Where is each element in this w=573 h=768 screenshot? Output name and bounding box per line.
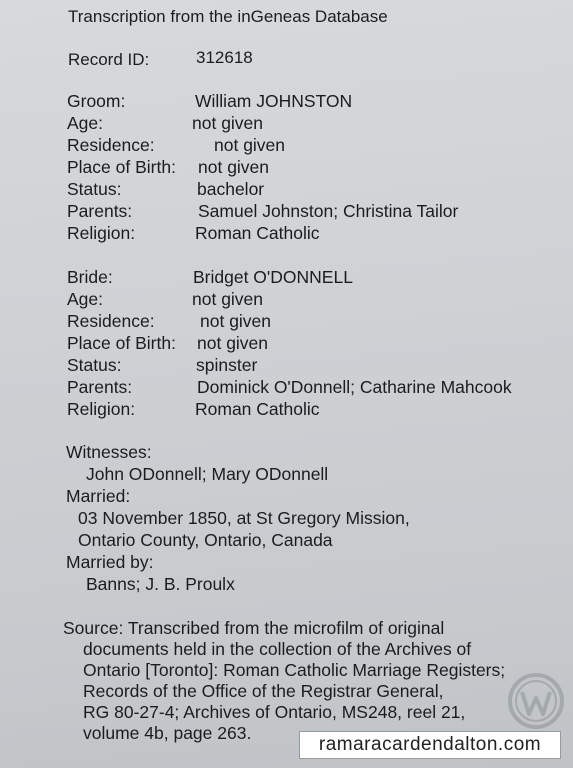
source-section (63, 618, 563, 744)
bride-status: spinster (196, 355, 258, 375)
groom-status: bachelor (197, 179, 265, 199)
bride-status-label: Status: (67, 355, 122, 375)
groom-residence-label: Residence: (67, 135, 155, 155)
married-date-place: 03 November 1850, at St Gregory Mission, (78, 508, 410, 528)
wordpress-icon (507, 672, 565, 730)
source-line: RG 80-27-4; Archives of Ontario, MS248, reel 21, (83, 702, 466, 722)
groom-label: Groom: (67, 91, 126, 111)
married-county: Ontario County, Ontario, Canada (78, 530, 333, 550)
groom-age: not given (192, 113, 264, 133)
bride-age-label: Age: (67, 289, 103, 309)
bride-birthplace: not given (197, 333, 269, 353)
groom-residence: not given (214, 135, 286, 155)
groom-parents: Samuel Johnston; Christina Tailor (198, 201, 459, 221)
bride-parents: Dominick O'Donnell; Catharine Mahcook (197, 377, 512, 397)
source-line: Records of the Office of the Registrar General, (83, 681, 444, 701)
bride-age: not given (192, 289, 264, 309)
groom-religion: Roman Catholic (195, 223, 320, 243)
source-line: Source: Transcribed from the microfilm of original (63, 618, 445, 638)
bride-birthplace-label: Place of Birth: (67, 333, 176, 353)
document-title: Transcription from the inGeneas Database (68, 7, 388, 26)
groom-age-label: Age: (67, 113, 103, 133)
bride-label: Bride: (67, 267, 113, 287)
bride-name: Bridget O'DONNELL (193, 267, 353, 287)
site-watermark[interactable]: ramaracardendalton.com (299, 731, 561, 759)
record-id-value: 312618 (196, 48, 253, 67)
groom-status-label: Status: (67, 179, 122, 199)
bride-parents-label: Parents: (67, 377, 133, 397)
witnesses-label: Witnesses: (66, 442, 152, 462)
ceremony-section (66, 441, 410, 595)
married-by-value: Banns; J. B. Proulx (86, 574, 235, 594)
groom-religion-label: Religion: (67, 223, 136, 243)
record-id-label: Record ID: (68, 50, 150, 69)
bride-residence-label: Residence: (67, 311, 155, 331)
groom-birthplace-label: Place of Birth: (67, 157, 176, 177)
married-by-label: Married by: (66, 552, 154, 572)
married-label: Married: (66, 486, 131, 506)
groom-birthplace: not given (198, 157, 270, 177)
groom-name: William JOHNSTON (195, 91, 353, 111)
bride-residence: not given (200, 311, 272, 331)
bride-religion: Roman Catholic (195, 399, 320, 419)
groom-parents-label: Parents: (67, 201, 133, 221)
source-line: volume 4b, page 263. (83, 723, 252, 743)
source-line: documents held in the collection of the Archives of (83, 639, 472, 659)
bride-religion-label: Religion: (67, 399, 136, 419)
record-id-row (68, 48, 253, 70)
source-line: Ontario [Toronto]: Roman Catholic Marriage Registers; (83, 660, 506, 680)
witnesses-value: John ODonnell; Mary ODonnell (86, 464, 329, 484)
